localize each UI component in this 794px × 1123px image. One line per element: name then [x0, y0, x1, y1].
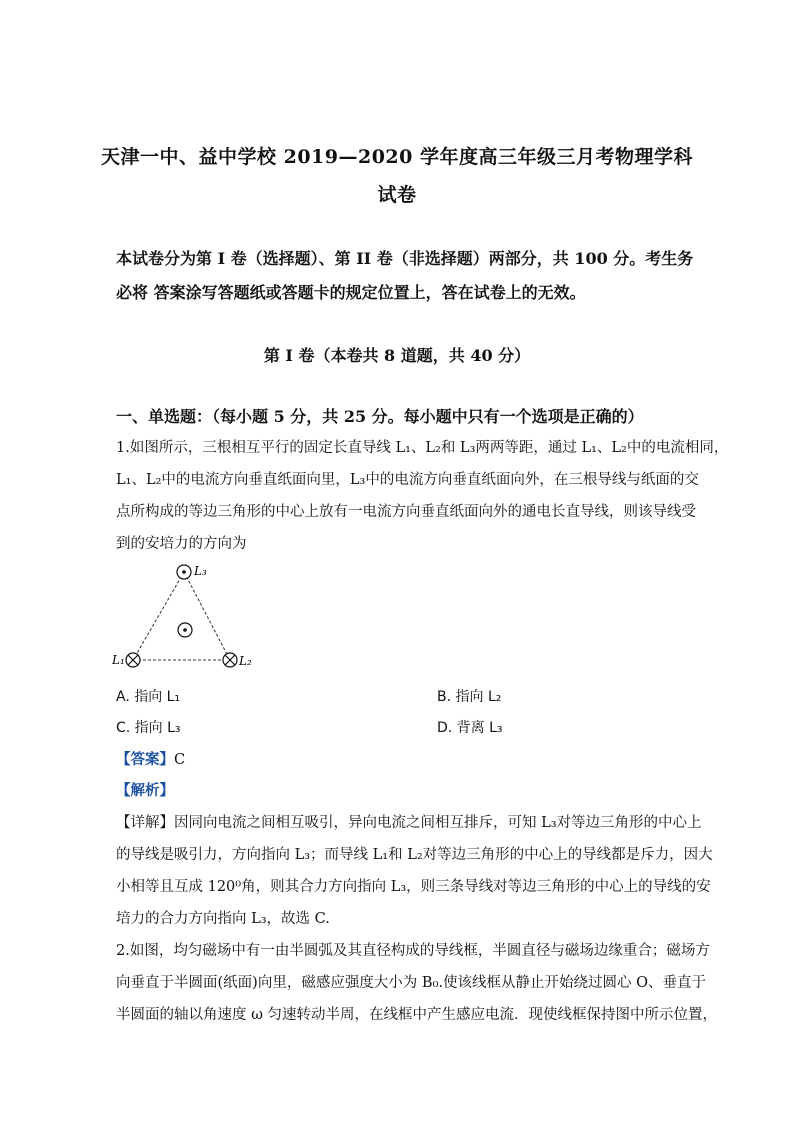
wire-l2-into-page-icon: [223, 653, 237, 667]
q1-line2: L₁、L₂中的电流方向垂直纸面向里，L₃中的电流方向垂直纸面向外，在三根导线与纸面的交: [116, 472, 699, 488]
triangle-edges: [133, 572, 230, 660]
section1-heading: 一、单选题：（每小题 5 分，共 25 分。每小题中只有一个选项是正确的）: [116, 407, 644, 426]
intro-line2: 必将 答案涂写答题纸或答题卡的规定位置上，答在试卷上的无效。: [116, 283, 586, 302]
q1-line3: 点所构成的等边三角形的中心上放有一电流方向垂直纸面向外的通电长直导线，则该导线受: [116, 504, 696, 520]
q2-line1: 2.如图，均匀磁场中有一由半圆弧及其直径构成的导线框，半圆直径与磁场边缘重合；磁场方: [116, 943, 710, 959]
label-l3: L₃: [194, 564, 207, 578]
q1-option-c: C. 指向 L₃: [116, 720, 181, 736]
exam-title-line1: 天津一中、益中学校 2019—2020 学年度高三年级三月考物理学科: [101, 146, 693, 168]
label-l1: L₁: [112, 653, 125, 667]
part1-heading: 第 I 卷（本卷共 8 道题，共 40 分）: [263, 346, 531, 365]
q1-detail-line1: 【详解】因同向电流之间相互吸引，异向电流之间相互排斥，可知 L₃对等边三角形的中心上: [116, 815, 702, 831]
q1-detail-line2: 的导线是吸引力，方向指向 L₃；而导线 L₁和 L₂对等边三角形的中心上的导线都是斥力，因大: [116, 847, 713, 863]
q1-option-d: D. 背离 L₃: [437, 720, 503, 736]
q2-line3: 半圆面的轴以角速度 ω 匀速转动半周，在线框中产生感应电流．现使线框保持图中所示位置，: [116, 1007, 718, 1023]
answer-value: C: [174, 752, 186, 768]
q1-option-b: B. 指向 L₂: [437, 689, 502, 705]
q1-detail-line3: 小相等且互成 120⁰角，则其合力方向指向 L₃，则三条导线对等边三角形的中心上的导线的安: [116, 879, 711, 895]
q1-line1: 1.如图所示，三根相互平行的固定长直导线 L₁、L₂和 L₃两两等距，通过 L₁、L₂中的电流相同，: [116, 440, 729, 456]
q1-answer: [116, 748, 185, 769]
label-l2: L₂: [239, 654, 252, 668]
wire-l3-out-of-page-icon: [177, 565, 191, 579]
answer-tag: 【答案】: [116, 751, 174, 768]
exam-title-line2: 试卷: [377, 184, 417, 206]
q1-line4: 到的安培力的方向为: [116, 536, 247, 552]
q1-option-a: A. 指向 L₁: [116, 689, 181, 705]
intro-line1: 本试卷分为第 I 卷（选择题）、第 II 卷（非选择题）两部分，共 100 分。考生务: [116, 249, 694, 268]
q2-line2: 向垂直于半圆面(纸面)向里，磁感应强度大小为 B₀.使该线框从静止开始绕过圆心 O、垂直于: [116, 975, 706, 991]
q1-analysis-tag: 【解析】: [116, 782, 174, 799]
center-wire-out-of-page-icon: [178, 623, 192, 637]
wire-l1-into-page-icon: [126, 653, 140, 667]
q1-wire-triangle-figure: [112, 558, 262, 670]
q1-detail-line4: 培力的合力方向指向 L₃，故选 C.: [116, 911, 330, 927]
